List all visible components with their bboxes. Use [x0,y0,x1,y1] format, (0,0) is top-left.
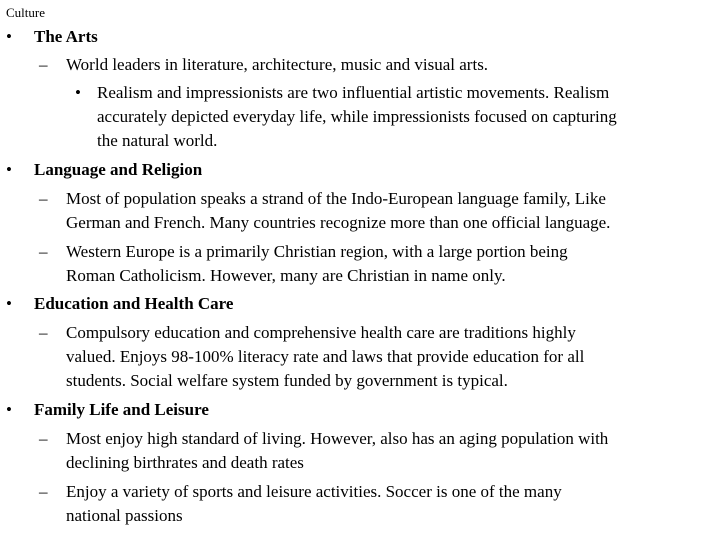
subpoint-text: Realism and impressionists are two influential artistic movements. Realism [97,83,610,102]
dash-marker: – [39,55,48,74]
subpoint-text: the natural world. [97,131,218,150]
point-text: German and French. Many countries recognize more than one official language. [66,213,611,232]
bullet-marker: • [6,400,12,419]
point-text: declining birthrates and death rates [66,453,304,472]
dash-marker: – [39,189,48,208]
language-point-2-line-2 [66,264,506,288]
language-point-1-line-2 [66,211,610,235]
dash-marker: – [39,323,48,342]
arts-subpoint-line-1 [75,81,610,105]
arts-subpoint-line-3 [97,129,217,153]
dash-marker: – [39,429,48,448]
education-point-1-line-1 [39,321,576,345]
education-point-1-line-3 [66,369,508,393]
point-text: Enjoy a variety of sports and leisure activities. Soccer is one of the many [66,482,562,501]
heading-text: The Arts [34,27,98,46]
heading-text: Education and Health Care [34,294,234,313]
point-text: students. Social welfare system funded by government is typical. [66,371,508,390]
heading-text: Language and Religion [34,160,203,179]
bullet-marker: • [6,160,12,179]
slide-title: Culture [6,5,45,20]
point-text: Western Europe is a primarily Christian region, with a large portion being [66,242,568,261]
point-text: valued. Enjoys 98-100% literacy rate and laws that provide education for all [66,347,585,366]
family-point-1-line-2 [66,451,304,475]
dash-marker: – [39,482,48,501]
bullet-marker: • [6,27,12,46]
heading-family-life-and-leisure [6,398,209,422]
bullet-marker: • [6,294,12,313]
point-text: Roman Catholicism. However, many are Christian in name only. [66,266,506,285]
subpoint-text: accurately depicted everyday life, while impressionists focused on capturing [97,107,617,126]
language-point-1-line-1 [39,187,606,211]
family-point-2-line-2 [66,504,183,528]
heading-education-and-health-care [6,292,234,316]
language-point-2-line-1 [39,240,568,264]
dash-marker: – [39,242,48,261]
heading-the-arts [6,25,98,49]
education-point-1-line-2 [66,345,584,369]
point-text: World leaders in literature, architecture, music and visual arts. [66,55,489,74]
arts-subpoint-line-2 [97,105,617,129]
heading-language-and-religion [6,158,203,182]
family-point-1-line-1 [39,427,609,451]
point-text: Most enjoy high standard of living. However, also has an aging population with [66,429,609,448]
point-text: Compulsory education and comprehensive health care are traditions highly [66,323,576,342]
point-text: Most of population speaks a strand of the Indo-European language family, Like [66,189,606,208]
point-text: national passions [66,506,183,525]
bullet-marker: • [75,83,81,102]
arts-point-1 [39,53,489,77]
heading-text: Family Life and Leisure [34,400,209,419]
family-point-2-line-1 [39,480,562,504]
